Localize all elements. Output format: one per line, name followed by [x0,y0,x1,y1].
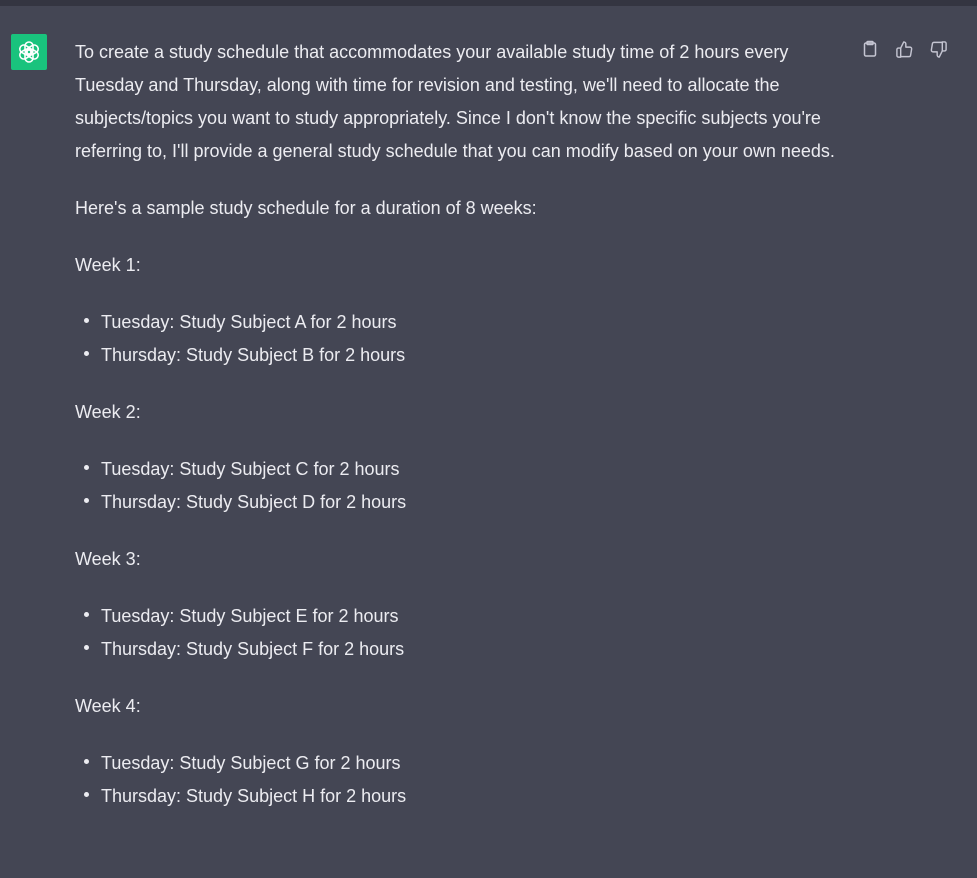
week-title: Week 2: [75,402,141,422]
thumbs-down-icon [929,40,948,59]
list-item: Tuesday: Study Subject A for 2 hours [75,306,835,339]
week-title: Week 3: [75,549,141,569]
list-item: Tuesday: Study Subject E for 2 hours [75,600,835,633]
week-list [75,600,835,666]
week-list [75,453,835,519]
list-item: Thursday: Study Subject F for 2 hours [75,633,835,666]
like-button[interactable] [892,37,916,61]
list-item: Thursday: Study Subject H for 2 hours [75,780,835,813]
list-item: Tuesday: Study Subject G for 2 hours [75,747,835,780]
list-item: Tuesday: Study Subject C for 2 hours [75,453,835,486]
message-lead: Here's a sample study schedule for a duration of 8 weeks: [75,198,537,218]
openai-logo-icon [16,39,42,65]
list-item: Thursday: Study Subject B for 2 hours [75,339,835,372]
dislike-button[interactable] [926,37,950,61]
week-title: Week 1: [75,255,141,275]
week-title: Week 4: [75,696,141,716]
message-intro: To create a study schedule that accommodates your available study time of 2 hours every Tuesday and Thursday, along with time for revision and testing, we'll need to allocate the subjects/topics you want to study appropriately. Since I don't know the specific subjects you're referring to, I'll provide a general study schedule that you can modify based on your own needs. [75,42,835,161]
assistant-avatar [11,34,47,70]
thumbs-up-icon [895,40,914,59]
assistant-message [75,36,835,837]
list-item: Thursday: Study Subject D for 2 hours [75,486,835,519]
top-strip [0,0,977,6]
week-list [75,306,835,372]
week-list [75,747,835,813]
clipboard-icon [861,40,879,58]
copy-button[interactable] [858,37,882,61]
message-actions [858,37,950,61]
